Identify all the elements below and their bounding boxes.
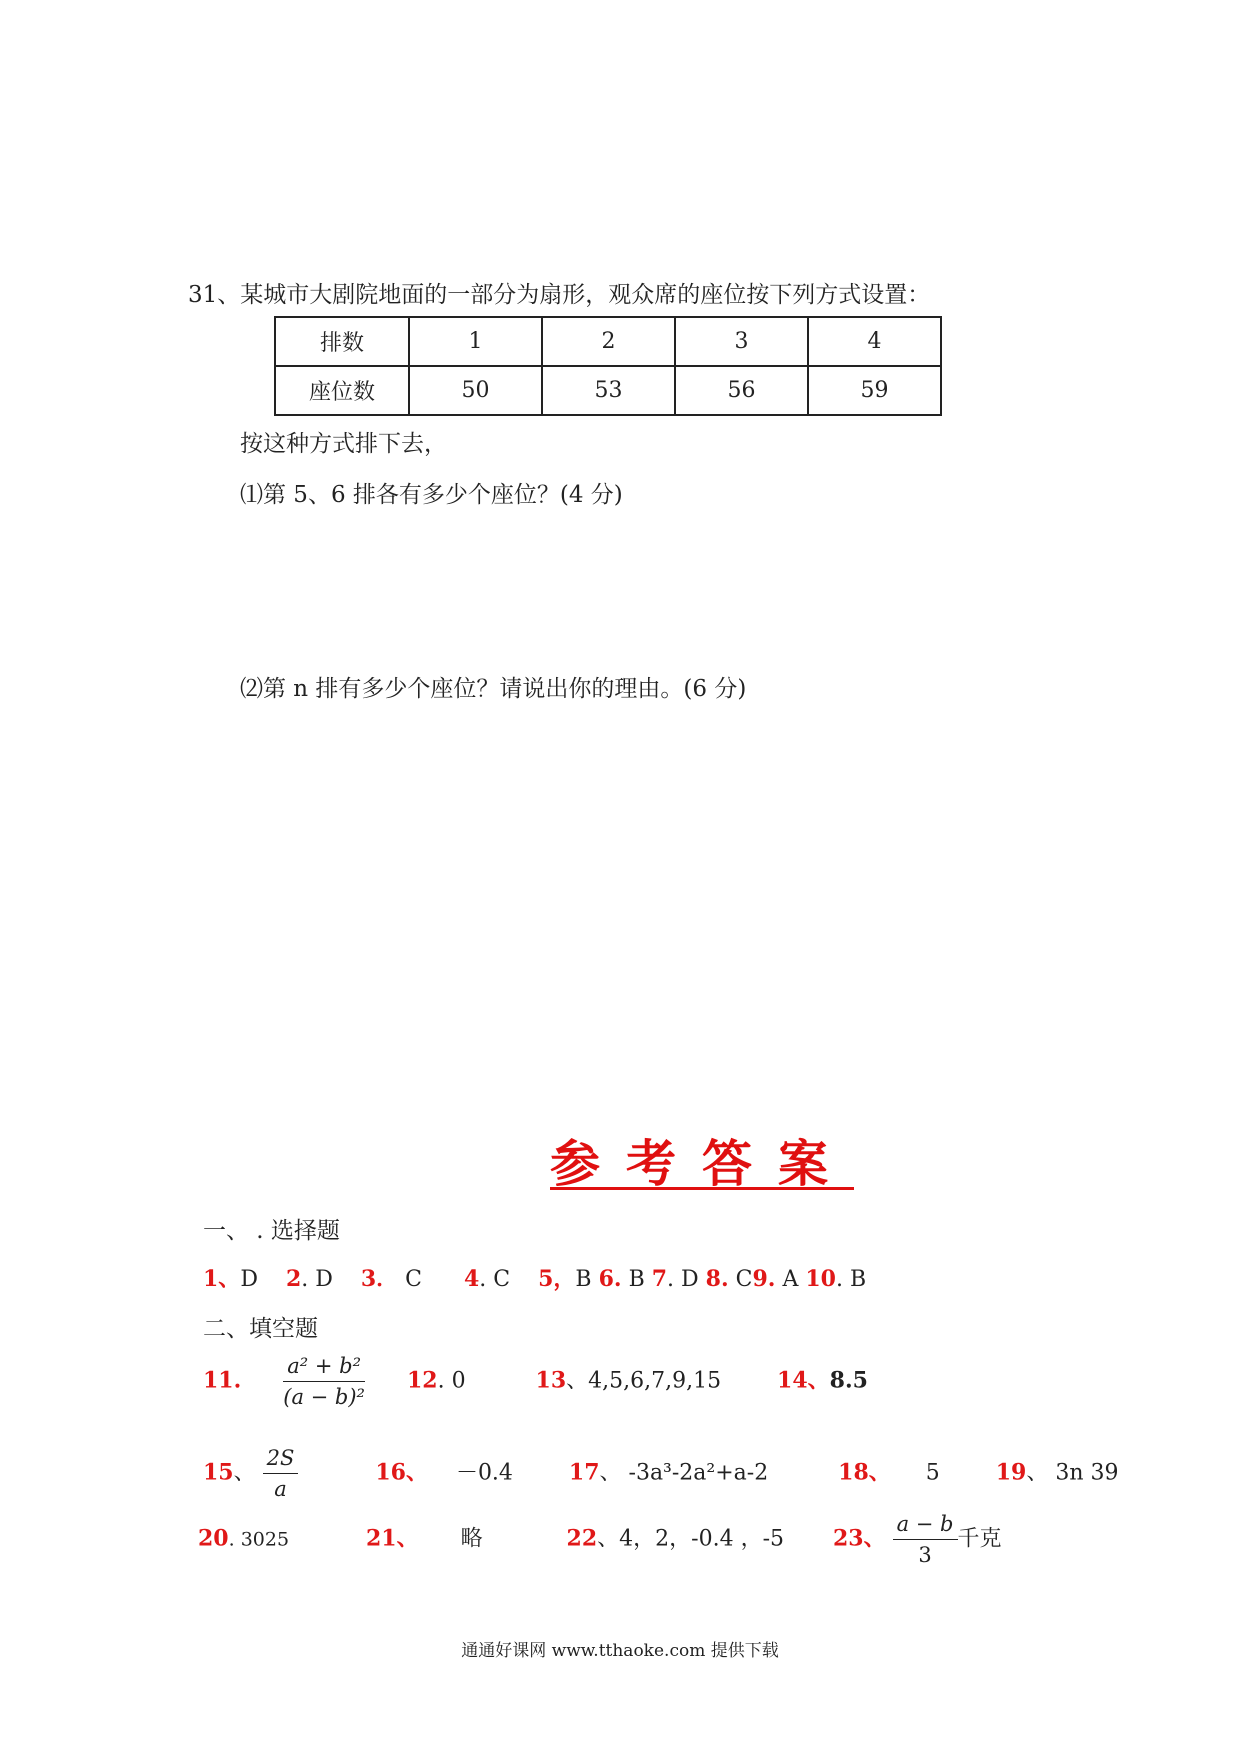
table-row	[275, 317, 941, 366]
answer-value: B	[628, 1267, 645, 1292]
answer-number: 14、	[777, 1367, 830, 1394]
answer-number: 9.	[752, 1266, 776, 1292]
answer-number: 23、	[832, 1525, 886, 1552]
fraction-denominator: (a − b)²	[283, 1385, 365, 1409]
fill-answers-row-3	[198, 1512, 1002, 1567]
answer-number: 20	[198, 1525, 229, 1552]
answer-number: 2	[285, 1266, 302, 1292]
footer-text: 通通好课网 www.tthaoke.com 提供下载	[461, 1641, 779, 1661]
answer-value: C	[405, 1267, 423, 1292]
answer-number: 18、	[838, 1459, 891, 1486]
question-part1: ⑴第 5、6 排各有多少个座位？(4 分)	[240, 482, 623, 508]
fraction-numerator: a² + b²	[283, 1354, 365, 1382]
answer-number: 6.	[598, 1266, 622, 1292]
answer-value: D	[240, 1267, 258, 1292]
table-cell: 53	[542, 366, 675, 415]
table-cell: 3	[675, 317, 808, 366]
answer-unit: 千克	[957, 1526, 1002, 1552]
answer-separator: 、	[233, 1460, 256, 1486]
answers-title: 参考答案	[550, 1134, 854, 1193]
answer-number: 13	[535, 1367, 567, 1394]
answer-number: 19	[995, 1459, 1027, 1486]
table-cell: 56	[675, 366, 808, 415]
fraction-denominator: 3	[918, 1543, 932, 1567]
answer-number: 12	[406, 1367, 438, 1394]
question-prompt: 31、某城市大剧院地面的一部分为扇形，观众席的座位按下列方式设置：	[188, 282, 931, 308]
fill-answers-row-2	[203, 1446, 1119, 1501]
question-part2: ⑵第 n 排有多少个座位？请说出你的理由。(6 分)	[240, 676, 747, 702]
answer-value: 略	[460, 1526, 483, 1552]
answer-number: 16、	[375, 1459, 428, 1486]
answer-value: B	[575, 1267, 592, 1292]
answer-value: －0.4	[455, 1460, 513, 1486]
answer-number: 17	[568, 1459, 600, 1486]
answer-value: 、4，2，-0.4 ，-5	[597, 1526, 784, 1552]
table-cell: 50	[409, 366, 542, 415]
answer-value: . D	[667, 1267, 699, 1292]
answer-value: . D	[301, 1267, 333, 1292]
answer-value: . 0	[437, 1368, 466, 1394]
answer-number: 5，	[538, 1266, 576, 1292]
fraction	[263, 1446, 299, 1501]
table-cell: 2	[542, 317, 675, 366]
answer-value: . 3025	[228, 1528, 290, 1551]
table-cell: 4	[808, 317, 941, 366]
answer-value: 8.5	[829, 1367, 868, 1394]
table-header-seats: 座位数	[275, 366, 409, 415]
answer-value: 、 -3a³-2a²+a-2	[599, 1460, 769, 1486]
answer-value: A	[782, 1267, 799, 1292]
fraction-denominator: a	[274, 1477, 287, 1501]
table-header-rows: 排数	[275, 317, 409, 366]
fill-answers-row-1	[203, 1354, 868, 1409]
table-row	[275, 366, 941, 415]
answer-number: 22	[566, 1525, 598, 1552]
answer-value: 、4,5,6,7,9,15	[566, 1368, 722, 1394]
answer-value: 5	[925, 1460, 940, 1486]
answer-value: . C	[479, 1267, 511, 1292]
answer-number: 8.	[705, 1266, 729, 1292]
answer-value: . B	[835, 1267, 867, 1292]
answer-value: C	[735, 1267, 753, 1292]
fraction-numerator: 2S	[263, 1446, 299, 1474]
answer-number: 3．	[360, 1266, 399, 1292]
answer-number: 7	[651, 1266, 668, 1292]
section1-heading: 一、 . 选择题	[203, 1218, 340, 1244]
fraction-numerator: a − b	[893, 1512, 958, 1540]
answer-number: 10	[805, 1266, 836, 1292]
seat-table	[274, 316, 942, 416]
answer-number: 11.	[203, 1367, 242, 1394]
answer-number: 15	[203, 1459, 234, 1486]
answer-number: 21、	[366, 1525, 419, 1552]
table-cell: 1	[409, 317, 542, 366]
fraction	[283, 1354, 365, 1409]
answer-number: 4	[463, 1266, 480, 1292]
choice-answers-row	[203, 1262, 866, 1293]
answer-value: 、 3n 39	[1026, 1460, 1119, 1486]
section2-heading: 二、填空题	[203, 1316, 318, 1342]
fraction	[893, 1512, 958, 1567]
answer-number: 1、	[203, 1266, 241, 1292]
continue-text: 按这种方式排下去，	[240, 431, 447, 457]
table-cell: 59	[808, 366, 941, 415]
